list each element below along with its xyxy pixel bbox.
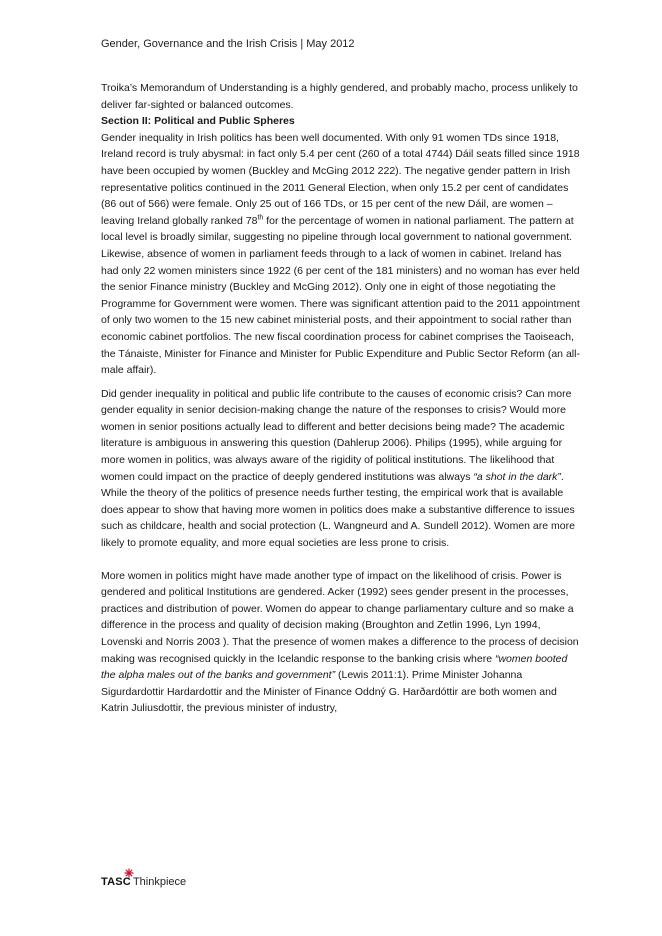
paragraph-text: More women in politics might have made another type of impact on the likelihood of crisis. Power is gendered and political Institutions are gendered. Acker (1992) sees gender present in the processes, practices and distribution of power. Women do appear to change parliamentary culture and so make a difference in the process and quality of decision making (Broughton and Zetlin 1996, Lyn 1994, Lovenski and Norris 2003 ). That the presence of women makes a difference to the process of decision making was recognised quickly in the Icelandic response to the banking crisis where xyxy=(101,569,579,665)
paragraph-women-in-politics xyxy=(101,568,581,717)
page-footer xyxy=(101,876,186,888)
page-header: Gender, Governance and the Irish Crisis | May 2012 xyxy=(101,38,355,50)
paragraph-text: for the percentage of women in national parliament. The pattern at local level is broadly similar, suggesting no pipeline through local government to national government. Likewise, absence of women in parliament feeds through to a lack of women in cabinet. Ireland has had only 22 women ministers since 1922 (6 per cent of the 181 ministers) and no woman has ever held the senior Finance ministry (Buckley and McGing 2012). Only one in eight of those negotiating the Programme for Government were women. There was significant attention paid to the 2011 appointment of only two women to the 15 new cabinet ministerial posts, and their appointment to social rather than economic cabinet portfolios. The new fiscal coordination process for cabinet comprises the Taoiseach, the Tánaiste, Minister for Finance and Minister for Public Expenditure and Public Sector Reform (an all-male affair). xyxy=(101,214,580,377)
paragraph-gender-inequality-crisis xyxy=(101,386,581,552)
paragraph-text: . While the theory of the politics of presence needs further testing, the empirical work that is available does appear to show that having more women in politics does make a substantive difference to issues such as childcare, health and social protection (L. Wangneurd and A. Sundell 2012). Women are more likely to promote equality, and more equal societies are less prone to crisis. xyxy=(101,470,575,550)
section-heading: Section II: Political and Public Spheres xyxy=(101,115,295,128)
tasc-logo xyxy=(101,876,131,888)
italic-quote: “a shot in the dark” xyxy=(473,470,561,483)
paragraph-text: Did gender inequality in political and public life contribute to the causes of economic crisis? Can more gender equality in senior decision-making change the nature of the responses to crisis? Would more women in senior positions actually lead to different and better decisions being made? The academic literature is ambiguous in answering this question (Dahlerup 2006). Philips (1995), while arguing for more women in politics, was always aware of the rigidity of political institutions. The likelihood that women could impact on the practice of deeply gendered institutions was always xyxy=(101,387,572,483)
footer-label: Thinkpiece xyxy=(132,876,187,888)
paragraph-political-representation xyxy=(101,130,581,379)
intro-paragraph: Troika’s Memorandum of Understanding is a highly gendered, and probably macho, process unlikely to deliver far-sighted or balanced outcomes. xyxy=(101,82,578,111)
italic-quote: “women booted the alpha males out of the banks and government” xyxy=(101,652,568,682)
ordinal-superscript: th xyxy=(257,214,264,222)
document-body xyxy=(101,80,581,724)
paragraph-text: (Lewis 2011:1). Prime Minister Johanna Sigurdardottir Hardardottir and the Minister of Finance Oddný G. Harðardóttir are both women and Katrin Juliusdottir, the previous minister of industry, xyxy=(101,669,557,715)
sparkle-icon xyxy=(124,868,134,878)
paragraph-text: Gender inequality in Irish politics has been well documented. With only 91 women TDs since 1918, Ireland record is truly abysmal: in fact only 5.4 per cent (260 of a total 4744) Dáil seats filled since 1918 have been occupied by women (Buckley and McGing 2012 222). The negative gender pattern in Irish representative politics continued in the 2011 General Election, when only 15.2 per cent of candidates (86 out of 566) were female. Only 25 out of 166 TDs, or 15 per cent of the new Dáil, are women – leaving Ireland globally ranked 78 xyxy=(101,131,580,227)
logo-text: TASC xyxy=(101,876,131,888)
